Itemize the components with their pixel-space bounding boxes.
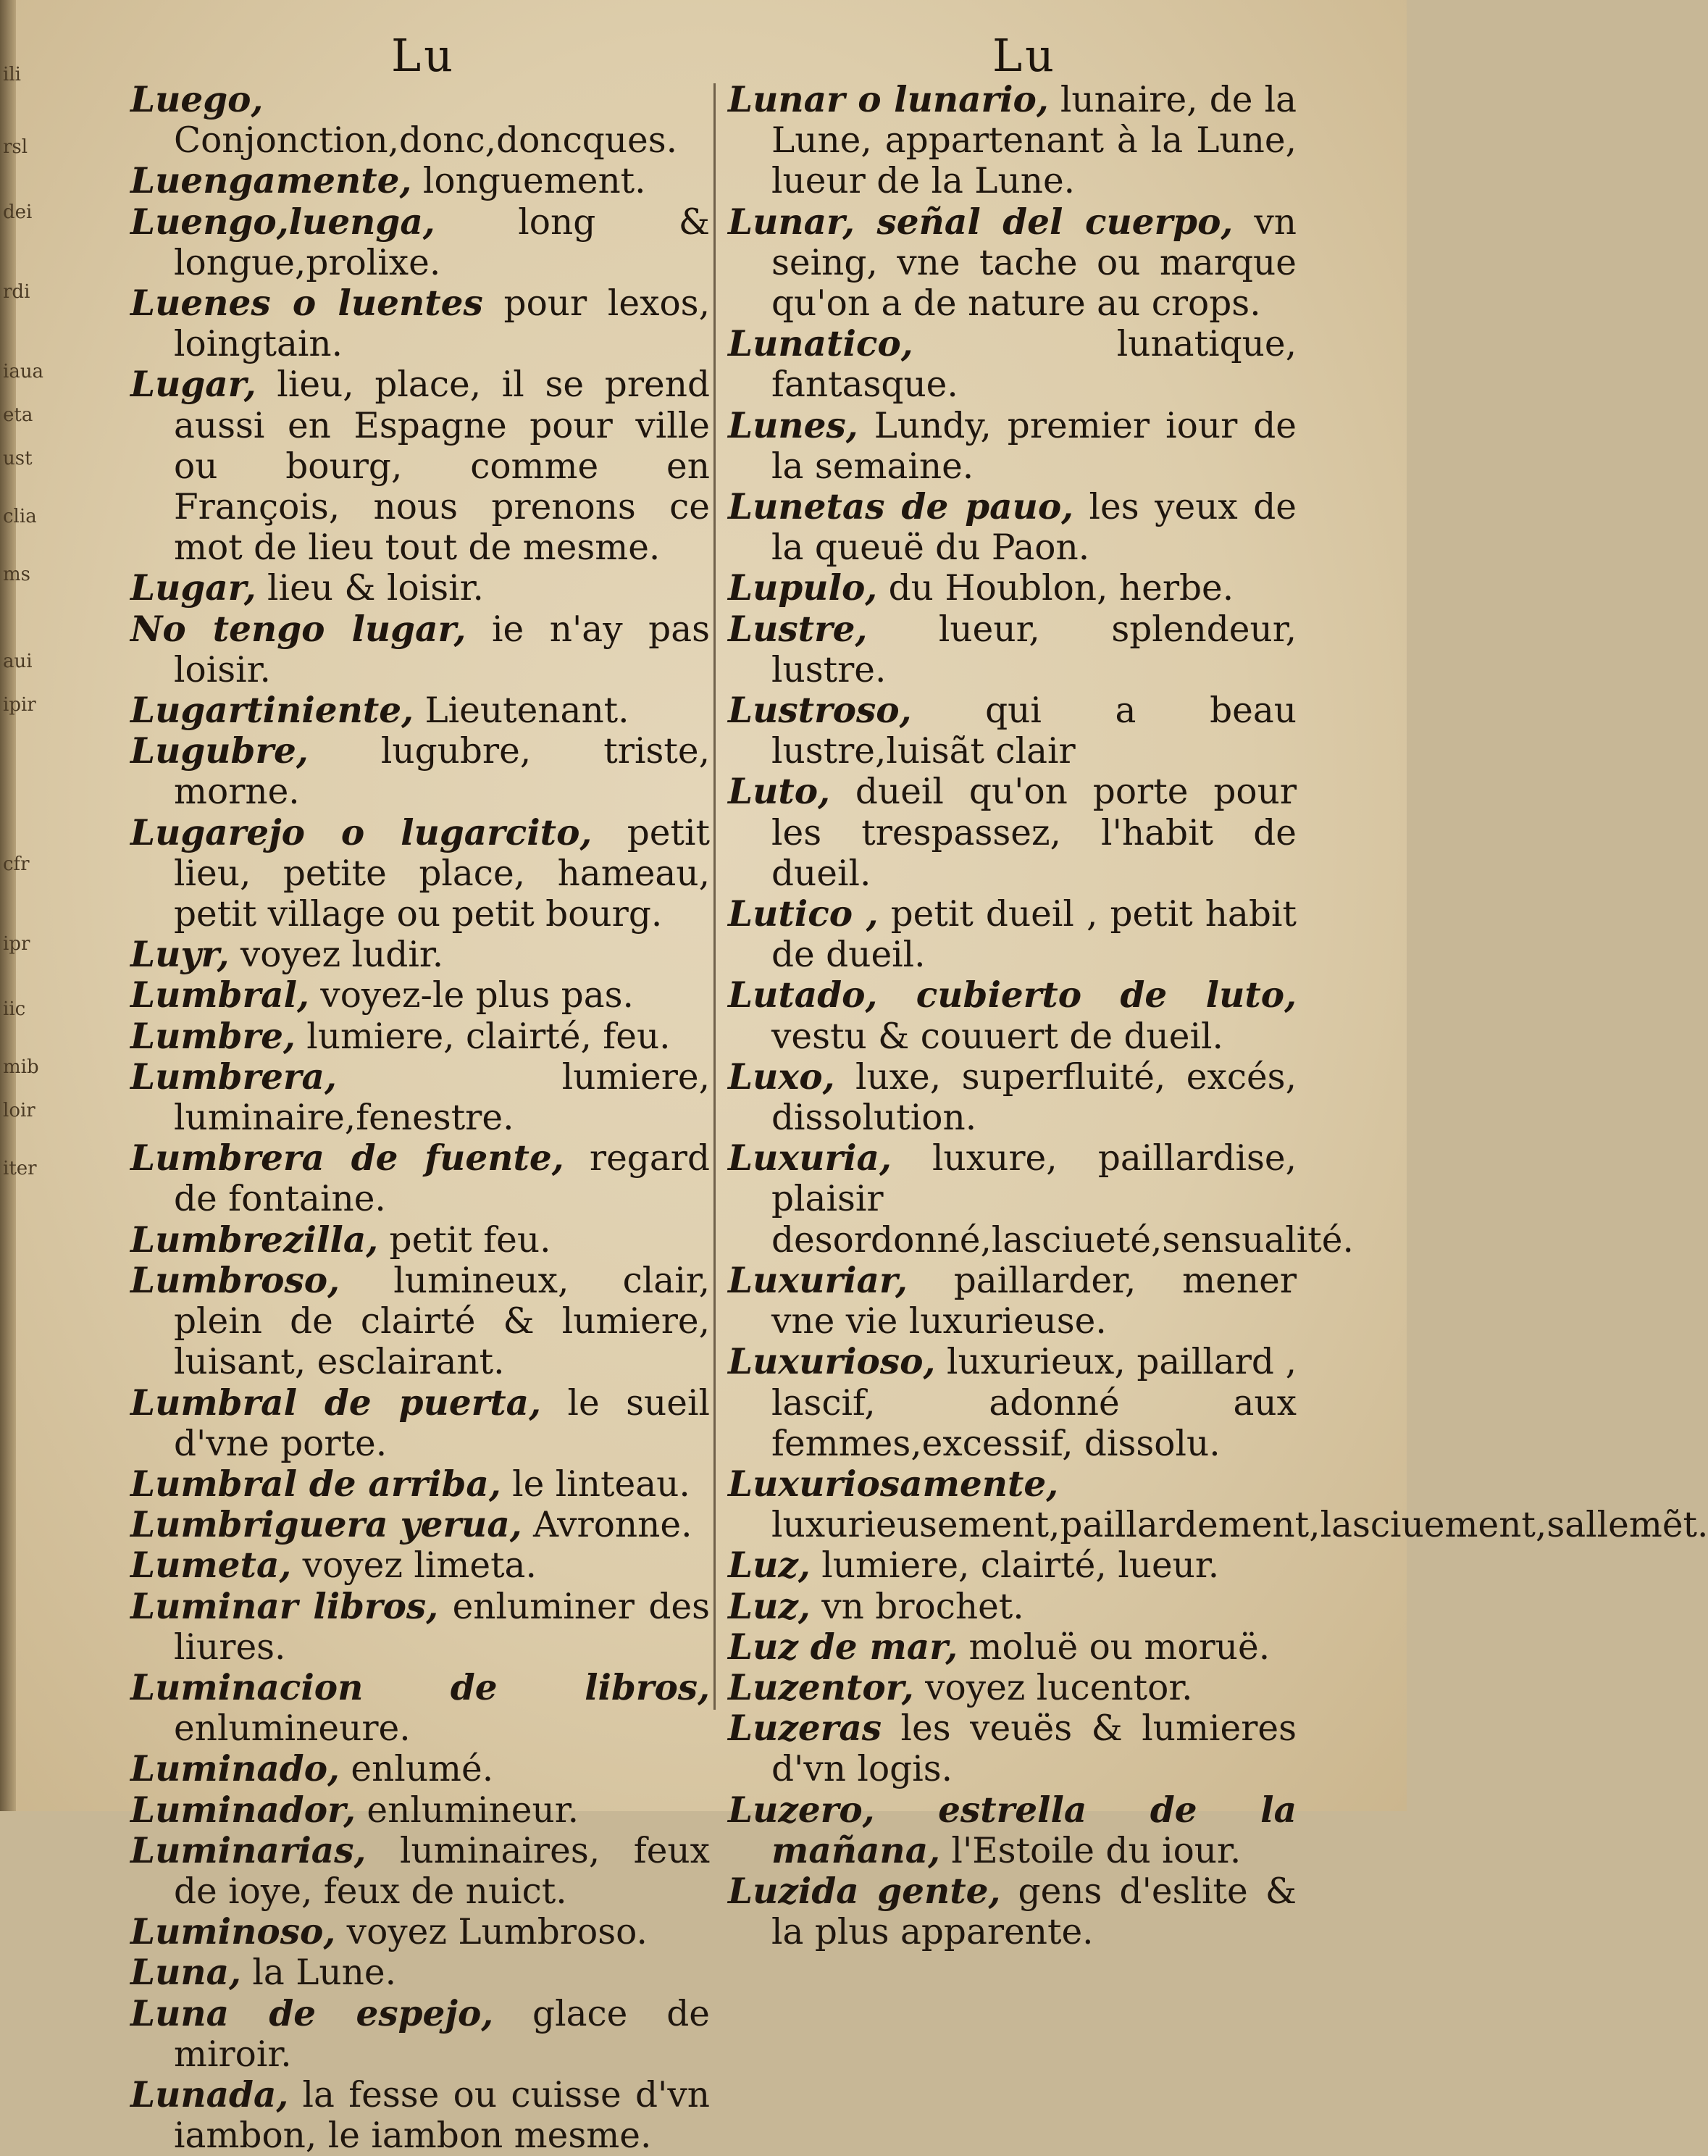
entry-definition: enlumineure.	[174, 1708, 411, 1750]
entry-headword: Lumbriguera yerua,	[130, 1504, 522, 1546]
dictionary-entry	[130, 202, 710, 283]
dictionary-entry	[130, 975, 710, 1016]
margin-fragment: aui	[3, 651, 33, 672]
entry-headword: Luminoso,	[130, 1911, 336, 1953]
entry-headword: Luzeras	[728, 1708, 882, 1750]
entry-definition: lugubre, triste, morne.	[174, 731, 710, 813]
dictionary-entry	[130, 364, 710, 568]
entry-definition: regard de fontaine.	[174, 1138, 710, 1220]
dictionary-entry	[130, 568, 710, 609]
entry-definition: glace de miroir.	[174, 1993, 710, 2075]
entry-headword: Lumbral de puerta,	[130, 1382, 541, 1424]
dictionary-entry	[130, 1057, 710, 1138]
dictionary-entry	[728, 1790, 1297, 1871]
entry-definition: voyez Lumbroso.	[335, 1912, 648, 1953]
margin-fragment: iter	[3, 1158, 37, 1179]
entry-headword: Lunatico,	[728, 323, 913, 365]
entry-definition: pour lexos, loingtain.	[174, 283, 710, 365]
entry-headword: Lunes,	[728, 404, 858, 446]
dictionary-entry	[728, 487, 1297, 568]
entry-definition: lunatique, fantasque.	[771, 324, 1297, 406]
entry-definition: ie n'ay pas loisir.	[174, 609, 710, 690]
dictionary-entry	[130, 690, 710, 731]
entry-definition: luxurieusement,paillardement,lasciuement,sallemẽt.	[771, 1505, 1708, 1546]
entry-headword: Lumeta,	[130, 1545, 292, 1587]
dictionary-entry	[130, 1668, 710, 1749]
dictionary-entry	[728, 1261, 1297, 1342]
dictionary-entry	[130, 1545, 710, 1586]
entry-definition: luxe, superfluité, excés, dissolution.	[771, 1056, 1297, 1139]
dictionary-entry	[728, 1137, 1354, 1261]
entry-headword: Lutico ,	[728, 893, 879, 935]
entry-headword: Luxurioso,	[728, 1341, 936, 1383]
dictionary-entry	[130, 283, 710, 364]
entry-headword: Luto,	[728, 771, 831, 813]
dictionary-entry	[130, 1790, 710, 1831]
entry-definition: le sueil d'vne porte.	[174, 1382, 710, 1464]
entry-headword: Lutado, cubierto de luto,	[728, 974, 1297, 1016]
entry-headword: Luxuria,	[728, 1137, 892, 1179]
entry-headword: Luzentor,	[728, 1666, 914, 1708]
entry-headword: Luminarias,	[130, 1829, 367, 1871]
margin-fragment: ili	[3, 64, 21, 85]
entry-definition: voyez limeta.	[291, 1545, 537, 1587]
entry-definition: les yeux de la queuë du Paon.	[771, 487, 1297, 569]
dictionary-entry	[728, 1342, 1297, 1464]
entry-definition: Avronne.	[522, 1505, 692, 1546]
right-column	[728, 79, 1708, 1953]
entry-definition: qui a beau lustre,luisãt clair	[771, 690, 1297, 772]
entry-headword: Luzero, estrella de la mañana,	[728, 1789, 1297, 1871]
entry-headword: Luz,	[728, 1545, 811, 1587]
entry-definition: Lundy, premier iour de la semaine.	[771, 405, 1297, 487]
running-head-right: Lu	[992, 29, 1058, 82]
entry-definition: vestu & couuert de dueil.	[771, 1016, 1223, 1057]
dictionary-entry	[728, 1463, 1708, 1546]
dictionary-entry	[130, 80, 710, 161]
entry-headword: Luxo,	[728, 1056, 835, 1098]
entry-headword: Lunar, señal del cuerpo,	[728, 201, 1234, 243]
dictionary-entry	[130, 1016, 710, 1057]
entry-definition: voyez-le plus pas.	[309, 975, 634, 1016]
entry-headword: Lugubre,	[130, 730, 309, 772]
entry-headword: Lustroso,	[728, 690, 912, 732]
dictionary-entry	[130, 1912, 710, 1952]
entry-definition: luxurieux, paillard , lascif, adonné aux femmes,excessif, dissolu.	[771, 1342, 1297, 1464]
entry-definition: petit lieu, petite place, hameau, petit village ou petit bourg.	[174, 812, 710, 935]
dictionary-entry	[728, 1871, 1297, 1952]
entry-definition: voyez lucentor.	[913, 1667, 1193, 1708]
entry-headword: Lumbrera,	[130, 1056, 337, 1098]
entry-headword: Lunada,	[130, 2073, 289, 2115]
dictionary-entry	[728, 1668, 1297, 1708]
entry-definition: luminaires, feux de ioye, feux de nuict.	[174, 1830, 710, 1912]
dictionary-entry	[130, 2075, 710, 2156]
entry-headword: Lugartiniente,	[130, 690, 414, 732]
left-column	[130, 80, 710, 2156]
margin-fragment: loir	[3, 1100, 35, 1121]
entry-headword: Lugarejo o lugarcito,	[130, 811, 593, 853]
dictionary-entry	[728, 690, 1297, 772]
entry-headword: Lumbral de arriba,	[130, 1463, 501, 1505]
entry-headword: Luego,	[130, 79, 264, 120]
entry-definition: le linteau.	[501, 1463, 690, 1505]
entry-definition: paillarder, mener vne vie luxurieuse.	[771, 1260, 1297, 1342]
dictionary-entry	[728, 975, 1297, 1056]
entry-headword: Lumbrezilla,	[130, 1219, 379, 1261]
dictionary-entry	[130, 1749, 710, 1789]
dictionary-entry	[130, 1994, 710, 2075]
entry-headword: Lugar,	[130, 364, 256, 406]
dictionary-entry	[728, 324, 1297, 405]
entry-definition: l'Estoile du iour.	[940, 1830, 1242, 1871]
margin-fragment: ust	[3, 448, 33, 469]
running-head-left: Lu	[391, 29, 456, 82]
margin-fragment: rsl	[3, 136, 28, 158]
dictionary-entry	[728, 1708, 1297, 1789]
entry-definition: lieu, place, il se prend aussi en Espagne pour ville ou bourg, comme en François, nous prenons ce mot de lieu tout de mesme.	[174, 364, 710, 569]
entry-definition: lunaire, de la Lune, appartenant à la Lune, lueur de la Lune.	[771, 80, 1297, 202]
margin-fragment: clia	[3, 506, 37, 527]
dictionary-entry	[728, 609, 1297, 690]
dictionary-entry	[130, 1383, 710, 1464]
dictionary-entry	[728, 80, 1297, 202]
dictionary-entry	[728, 772, 1297, 894]
entry-headword: Luxuriosamente,	[728, 1463, 1059, 1505]
dictionary-entry	[130, 1831, 710, 1912]
dictionary-entry	[130, 813, 710, 935]
entry-headword: Luz de mar,	[728, 1626, 958, 1668]
dictionary-entry	[728, 1627, 1297, 1668]
dictionary-entry	[728, 1587, 1297, 1627]
entry-definition: Conjonction,donc,doncques.	[174, 120, 678, 162]
entry-definition: enluminer des liures.	[174, 1586, 710, 1668]
entry-definition: les veuës & lumieres d'vn logis.	[771, 1708, 1297, 1790]
dictionary-entry	[728, 568, 1297, 609]
entry-definition: enlumé.	[339, 1749, 494, 1790]
entry-definition: lumiere, clairté, lueur.	[810, 1545, 1220, 1587]
margin-fragment: iaua	[3, 361, 44, 383]
entry-definition: longuement.	[411, 161, 646, 202]
entry-headword: Luminacion de libros,	[130, 1666, 710, 1708]
dictionary-entry	[130, 1138, 710, 1219]
margin-fragment: ms	[3, 564, 30, 585]
column-rule	[713, 83, 716, 1710]
dictionary-entry	[130, 1464, 710, 1505]
entry-headword: Lunar o lunario,	[728, 79, 1049, 120]
margin-fragment: eta	[3, 404, 33, 426]
entry-headword: Lustre,	[728, 608, 868, 650]
entry-headword: Lumbrera de fuente,	[130, 1137, 564, 1179]
entry-headword: Luna de espejo,	[130, 1992, 494, 2034]
entry-definition: du Houblon, herbe.	[877, 568, 1234, 609]
dictionary-entry	[130, 1261, 710, 1383]
dictionary-entry	[130, 1587, 710, 1668]
margin-fragment: ipr	[3, 933, 30, 955]
dictionary-entry	[728, 1057, 1297, 1138]
entry-headword: Luna,	[130, 1952, 241, 1994]
margin-fragment: iic	[3, 998, 26, 1020]
dictionary-entry	[130, 609, 710, 690]
entry-definition: vn brochet.	[810, 1586, 1024, 1627]
entry-headword: No tengo lugar,	[130, 608, 466, 650]
entry-definition: la Lune.	[240, 1952, 396, 1994]
entry-definition: moluë ou moruë.	[958, 1626, 1270, 1668]
dictionary-entry	[728, 1545, 1297, 1586]
entry-headword: Luz,	[728, 1585, 811, 1627]
entry-definition: lueur, splendeur, lustre.	[771, 609, 1297, 690]
dictionary-entry	[130, 1505, 710, 1545]
dictionary-entry	[130, 1220, 710, 1261]
entry-headword: Lupulo,	[728, 567, 878, 609]
entry-definition: long & longue,prolixe.	[174, 201, 710, 283]
dictionary-entry	[130, 935, 710, 975]
entry-headword: Lunetas de pauo,	[728, 486, 1074, 528]
margin-fragment: ipir	[3, 694, 36, 716]
entry-definition: lumineux, clair, plein de clairté & lumiere, luisant, esclairant.	[174, 1260, 710, 1383]
entry-headword: Lumbre,	[130, 1015, 296, 1057]
dictionary-entry	[130, 731, 710, 812]
entry-definition: luxure, paillardise, plaisir desordonné,lasciueté,sensualité.	[771, 1138, 1354, 1261]
margin-fragment: dei	[3, 201, 33, 223]
margin-fragment: mib	[3, 1056, 39, 1078]
entry-definition: lieu & loisir.	[256, 568, 484, 609]
entry-definition: lumiere, luminaire,fenestre.	[174, 1056, 710, 1139]
entry-headword: Lugar,	[130, 567, 256, 609]
margin-fragment: cfr	[3, 853, 30, 875]
entry-headword: Luyr,	[130, 934, 230, 976]
entry-definition: petit dueil , petit habit de dueil.	[771, 894, 1297, 976]
entry-definition: gens d'eslite & la plus apparente.	[771, 1871, 1297, 1953]
dictionary-entry	[130, 161, 710, 201]
entry-headword: Luengamente,	[130, 160, 412, 202]
entry-definition: enlumineur.	[355, 1789, 579, 1831]
entry-definition: la fesse ou cuisse d'vn iambon, le iambon mesme.	[174, 2074, 710, 2156]
entry-headword: Luminar libros,	[130, 1585, 439, 1627]
entry-headword: Luenes o luentes	[130, 283, 483, 325]
dictionary-entry	[130, 1952, 710, 1993]
entry-headword: Luengo,luenga,	[130, 201, 435, 243]
dictionary-entry	[728, 894, 1297, 975]
margin-fragment: rdi	[3, 281, 30, 303]
entry-definition: Lieutenant.	[414, 690, 629, 732]
entry-headword: Luxuriar,	[728, 1259, 908, 1301]
entry-definition: lumiere, clairté, feu.	[295, 1016, 671, 1057]
entry-definition: vn seing, vne tache ou marque qu'on a de nature au crops.	[771, 201, 1297, 325]
entry-headword: Luminado,	[130, 1748, 340, 1790]
dictionary-entry	[728, 202, 1297, 325]
entry-definition: dueil qu'on porte pour les trespassez, l'habit de dueil.	[771, 772, 1297, 894]
entry-headword: Lumbroso,	[130, 1259, 340, 1301]
dictionary-entry	[728, 406, 1297, 487]
entry-headword: Luminador,	[130, 1789, 356, 1831]
entry-definition: petit feu.	[378, 1219, 551, 1261]
entry-headword: Lumbral,	[130, 974, 309, 1016]
entry-definition: voyez ludir.	[229, 935, 444, 976]
entry-headword: Luzida gente,	[728, 1870, 1001, 1912]
